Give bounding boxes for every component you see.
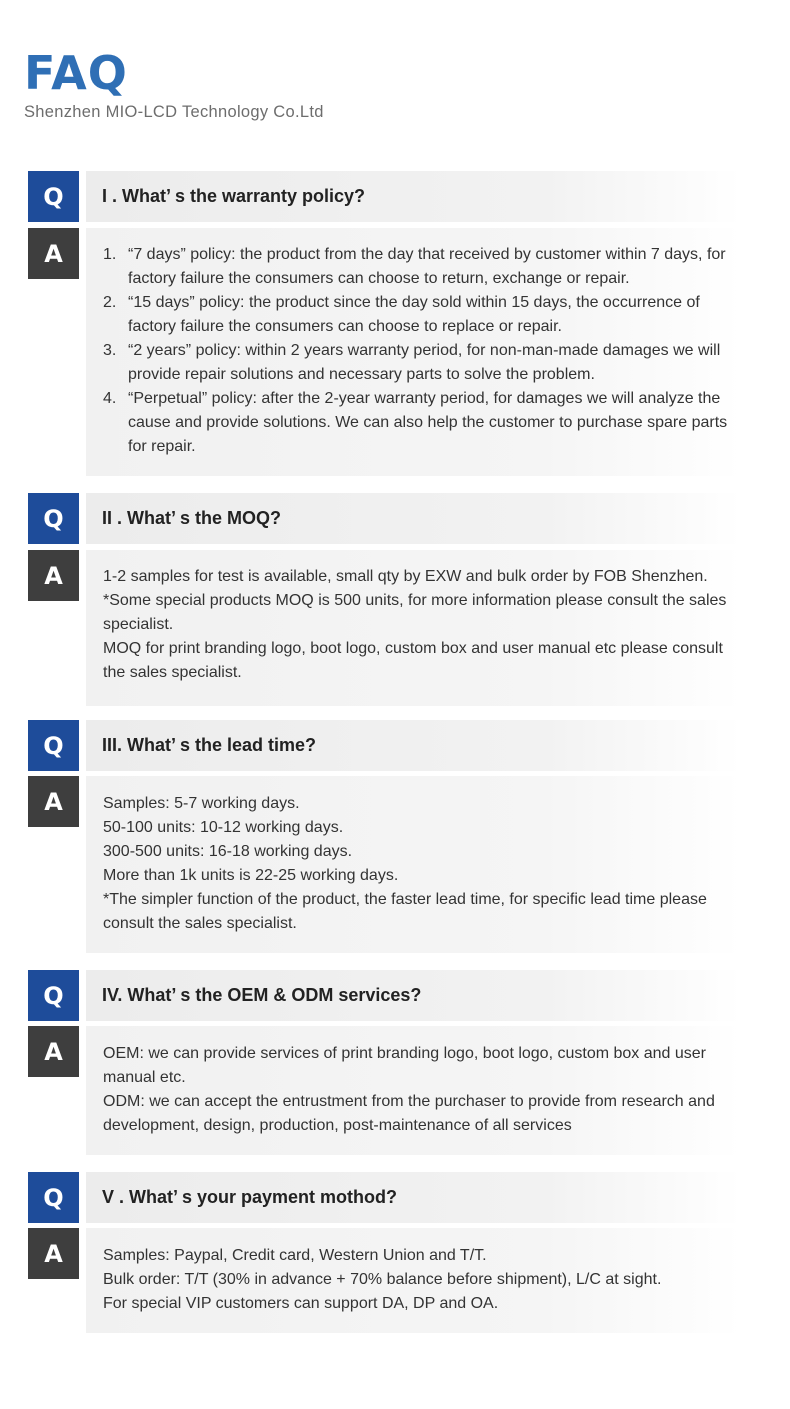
faq-section-lead-time [0, 720, 790, 953]
question-badge: Q [28, 171, 79, 222]
faq-section-payment [0, 1172, 790, 1333]
list-item [103, 339, 731, 387]
question-title: II . What’ s the MOQ? [86, 493, 741, 544]
question-badge: Q [28, 1172, 79, 1223]
page-title: FAQ [24, 46, 128, 100]
answer-line: For special VIP customers can support DA, DP and OA. [103, 1295, 499, 1312]
answer-panel [86, 776, 741, 953]
list-number: 4. [103, 390, 117, 407]
answer-line: 50-100 units: 10-12 working days. [103, 819, 344, 836]
answer-line: More than 1k units is 22-25 working days. [103, 867, 399, 884]
list-item [103, 291, 731, 339]
question-badge: Q [28, 720, 79, 771]
question-title: I . What’ s the warranty policy? [86, 171, 741, 222]
answer-line: ODM: we can accept the entrustment from the purchaser to provide from research and development, design, production, post-maintenance of all services [103, 1093, 715, 1134]
answer-panel [86, 550, 741, 706]
faq-section-moq [0, 493, 790, 706]
answer-badge: A [28, 228, 79, 279]
question-badge: Q [28, 493, 79, 544]
answer-line: Samples: Paypal, Credit card, Western Union and T/T. [103, 1247, 487, 1264]
answer-badge: A [28, 1228, 79, 1279]
page-header [24, 44, 324, 122]
answer-line: OEM: we can provide services of print branding logo, boot logo, custom box and user manual etc. [103, 1045, 706, 1086]
list-number: 3. [103, 342, 117, 359]
answer-line: 1-2 samples for test is available, small qty by EXW and bulk order by FOB Shenzhen. [103, 568, 708, 585]
answer-badge: A [28, 1026, 79, 1077]
list-number: 2. [103, 294, 117, 311]
list-item [103, 243, 731, 291]
answer-badge: A [28, 776, 79, 827]
answer-panel [86, 1228, 741, 1333]
faq-section-warranty [0, 171, 790, 476]
answer-line: MOQ for print branding logo, boot logo, custom box and user manual etc please consult the sales specialist. [103, 640, 723, 681]
answer-line: 300-500 units: 16-18 working days. [103, 843, 353, 860]
question-badge: Q [28, 970, 79, 1021]
answer-panel [86, 228, 741, 476]
list-text: “2 years” policy: within 2 years warranty period, for non-man-made damages we will provide repair solutions and necessary parts to solve the problem. [128, 342, 721, 383]
list-text: “7 days” policy: the product from the day that received by customer within 7 days, for factory failure the consumers can choose to return, exchange or repair. [128, 246, 726, 287]
faq-section-oem-odm [0, 970, 790, 1155]
question-title: III. What’ s the lead time? [86, 720, 741, 771]
answer-badge: A [28, 550, 79, 601]
answer-line: *The simpler function of the product, the faster lead time, for specific lead time please consult the sales specialist. [103, 891, 707, 932]
list-number: 1. [103, 246, 117, 263]
answer-line: Bulk order: T/T (30% in advance + 70% balance before shipment), L/C at sight. [103, 1271, 662, 1288]
list-text: “15 days” policy: the product since the day sold within 15 days, the occurrence of factory failure the consumers can choose to replace or repair. [128, 294, 700, 335]
list-item [103, 387, 731, 459]
list-text: “Perpetual” policy: after the 2-year warranty period, for damages we will analyze the cause and provide solutions. We can also help the customer to purchase spare parts for repair. [128, 390, 728, 455]
company-name: Shenzhen MIO-LCD Technology Co.Ltd [24, 103, 324, 121]
question-title: V . What’ s your payment mothod? [86, 1172, 741, 1223]
question-title: IV. What’ s the OEM & ODM services? [86, 970, 741, 1021]
answer-line: Samples: 5-7 working days. [103, 795, 300, 812]
answer-line: *Some special products MOQ is 500 units, for more information please consult the sales specialist. [103, 592, 727, 633]
answer-panel [86, 1026, 741, 1155]
